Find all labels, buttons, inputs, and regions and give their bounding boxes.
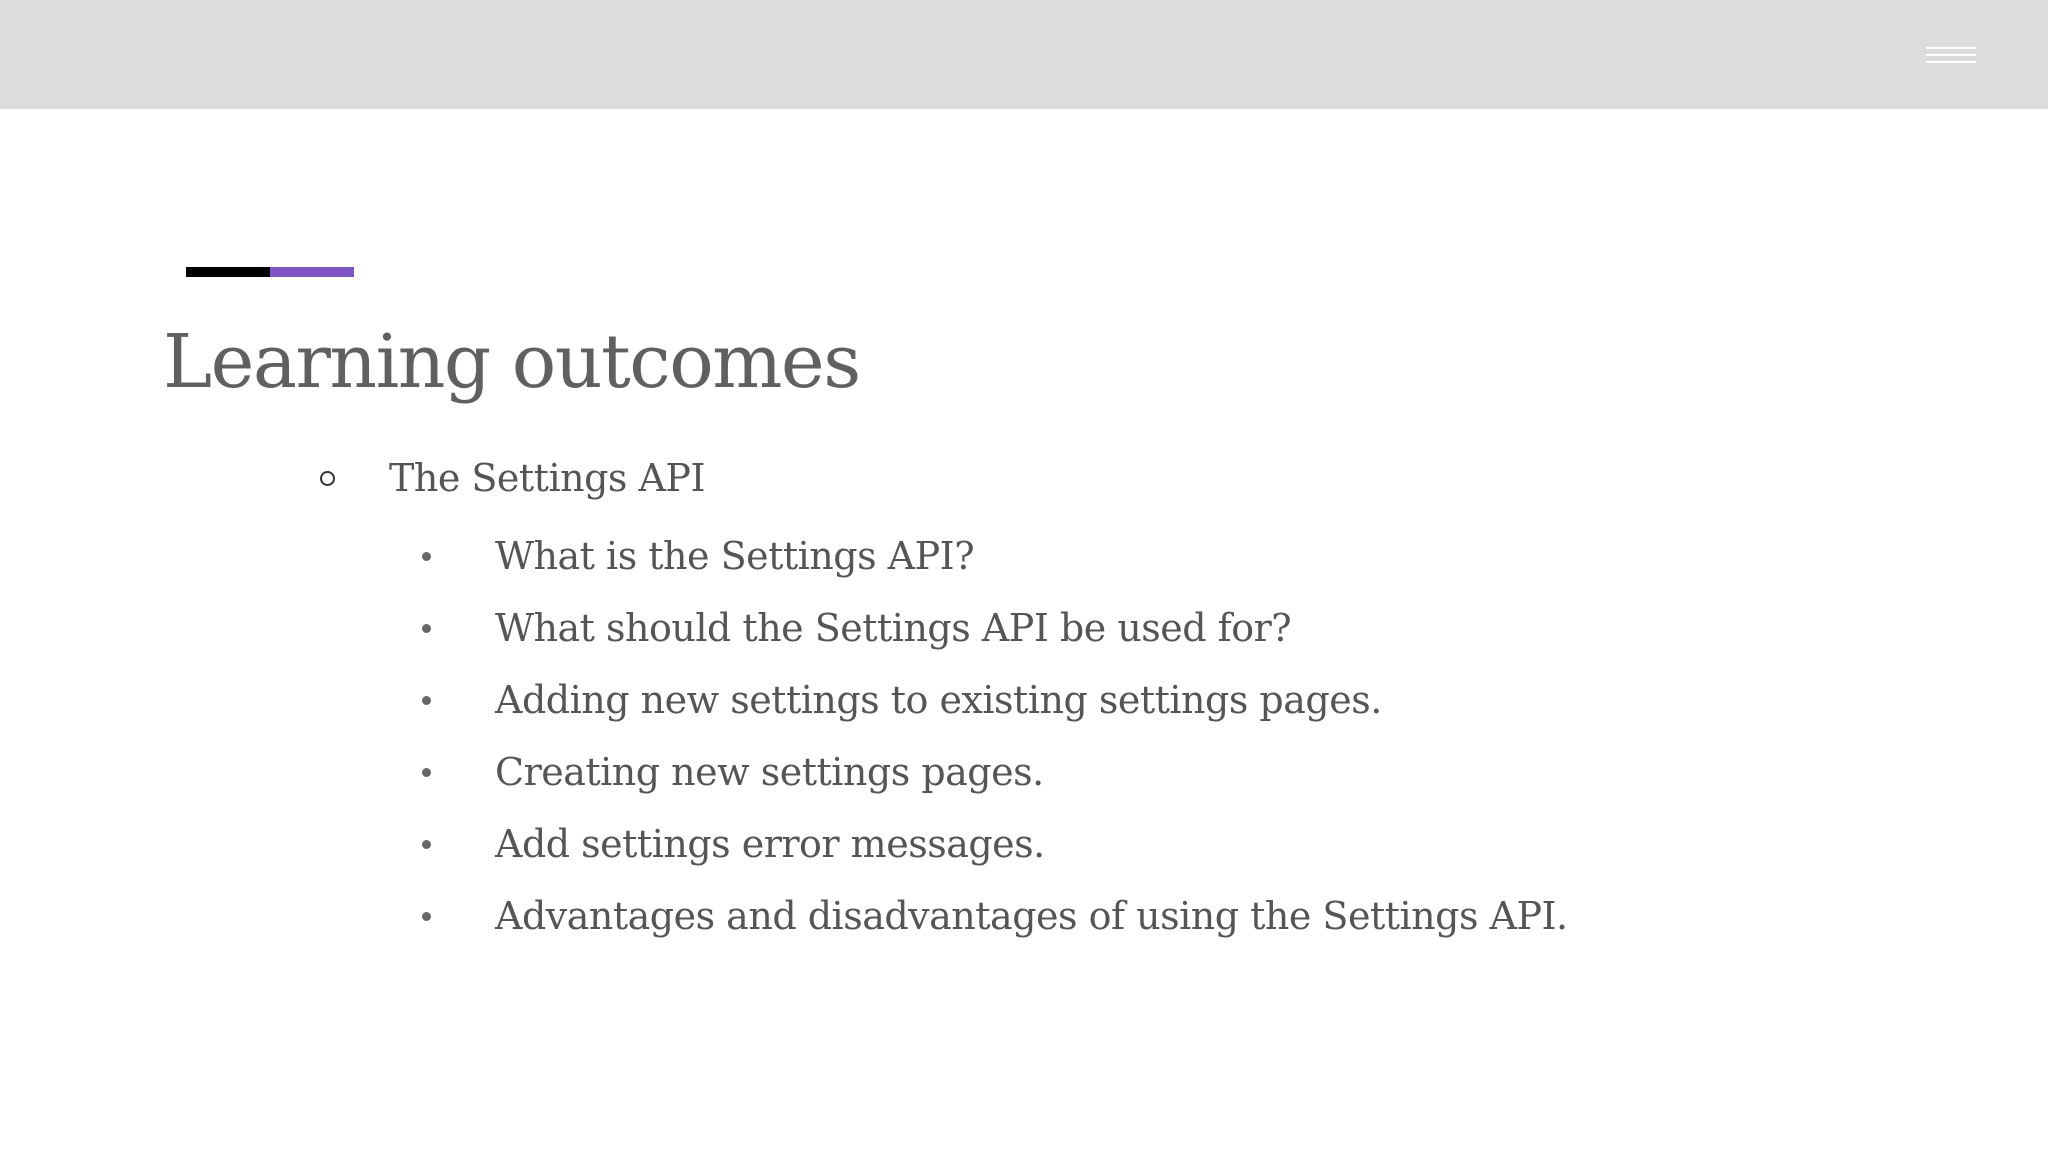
accent-bar-dark-segment: [186, 267, 270, 277]
slide-title: Learning outcomes: [163, 319, 860, 405]
title-accent-bar: [186, 267, 354, 277]
bullet-icon: [422, 552, 431, 561]
menu-icon-line: [1926, 47, 1976, 49]
list-item: [422, 736, 1568, 808]
list-item: [422, 520, 1568, 592]
list-item-text: Adding new settings to existing settings pages.: [495, 678, 1382, 722]
top-header-bar: [0, 0, 2048, 109]
accent-bar-purple-segment: [270, 267, 354, 277]
topic-label: The Settings API: [389, 456, 706, 500]
bullet-icon: [422, 624, 431, 633]
list-item-text: What should the Settings API be used for?: [495, 606, 1292, 650]
list-item-text: Add settings error messages.: [495, 822, 1045, 866]
list-item: [422, 664, 1568, 736]
bullet-icon: [422, 768, 431, 777]
outcomes-list: [422, 520, 1568, 952]
list-item: [422, 808, 1568, 880]
menu-icon-line: [1926, 54, 1976, 56]
list-item-text: Creating new settings pages.: [495, 750, 1044, 794]
hamburger-menu-icon[interactable]: [1926, 47, 1976, 67]
bullet-icon: [422, 696, 431, 705]
topic-item: [320, 448, 705, 508]
circle-bullet-icon: [320, 471, 335, 486]
menu-icon-line: [1926, 61, 1976, 63]
list-item-text: Advantages and disadvantages of using the Settings API.: [495, 894, 1568, 938]
list-item: [422, 592, 1568, 664]
list-item-text: What is the Settings API?: [495, 534, 975, 578]
bullet-icon: [422, 912, 431, 921]
list-item: [422, 880, 1568, 952]
bullet-icon: [422, 840, 431, 849]
